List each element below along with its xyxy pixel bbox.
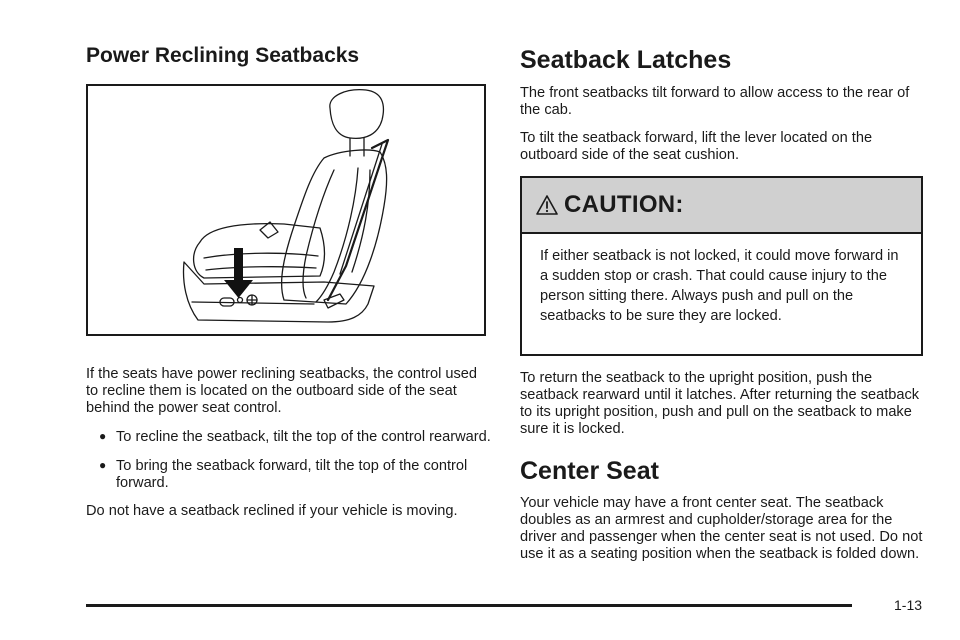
paragraph: Your vehicle may have a front center seat. The seatback doubles as an armrest and cupholder/storage area for the driver and passenger when the center seat is not used. Do not use it as a seating position when the seatback is folded down. [520, 495, 923, 562]
list-item-text: To recline the seatback, tilt the top of the control rearward. [116, 429, 491, 445]
section-heading-power-reclining: Power Reclining Seatbacks [86, 44, 360, 67]
caution-text: If either seatback is not locked, it could move forward in a sudden stop or crash. That could cause injury to the person sitting there. Always push and pull on the seatbacks to be sure they are locked. [540, 248, 899, 324]
intro-paragraph: If the seats have power reclining seatbacks, the control used to recline them is located on the outboard side of the seat behind the power seat control. [86, 366, 478, 416]
page-number: 1-13 [894, 597, 923, 613]
list-item [86, 458, 491, 492]
bullet-icon: ● [99, 429, 107, 443]
section-heading-center-seat: Center Seat [520, 457, 659, 485]
seat-illustration [86, 84, 486, 336]
warning-note: Do not have a seatback reclined if your vehicle is moving. [86, 503, 458, 519]
list-item [86, 429, 491, 446]
paragraph: To return the seatback to the upright position, push the seatback rearward until it latches. After returning the seatback to its upright position, push and pull on the seatback to make sure it is locked. [520, 370, 920, 437]
caution-title: CAUTION: [564, 191, 684, 218]
section-heading-seatback-latches: Seatback Latches [520, 46, 732, 74]
footer-rule [86, 604, 852, 607]
caution-box [520, 176, 923, 356]
warning-triangle-icon [536, 194, 558, 216]
paragraph: The front seatbacks tilt forward to allow access to the rear of the cab. [520, 85, 910, 118]
paragraph: To tilt the seatback forward, lift the lever located on the outboard side of the seat cushion. [520, 130, 873, 163]
caution-header [522, 178, 921, 234]
bullet-icon: ● [99, 458, 107, 472]
list-item-text: To bring the seatback forward, tilt the top of the control forward. [116, 458, 468, 491]
down-arrow-icon [224, 248, 253, 298]
